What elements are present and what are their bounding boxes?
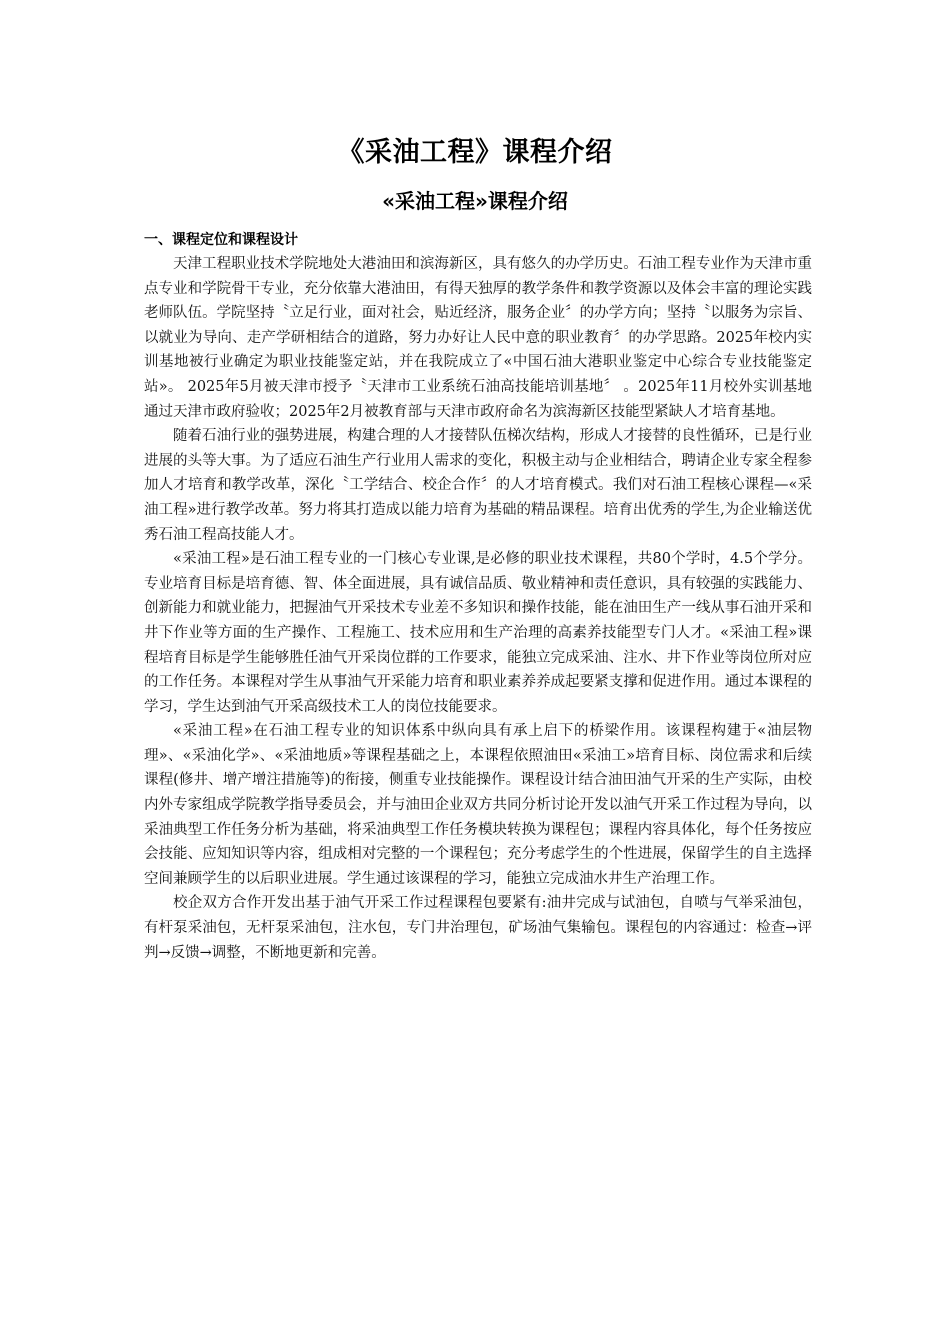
document-subtitle: «采油工程»课程介绍 <box>382 189 568 213</box>
paragraph-1: 天津工程职业技术学院地处大港油田和滨海新区，具有悠久的办学历史。石油工程专业作为天津市重点专业和学院骨干专业，充分依靠大港油田，有得天独厚的教学条件和教学资源以及体会丰富的理论实践老师队伍。学院坚持〝立足行业，面对社会，贴近经济，服务企业〞的办学方向；坚持〝以服务为宗旨、以就业为导向、走产学研相结合的道路，努力办好让人民中意的职业教育〞的办学思路。2025年校内实训基地被行业确定为职业技能鉴定站，并在我院成立了«中国石油大港职业鉴定中心综合专业技能鉴定站»。 2025年5月被天津市授予〝天津市工业系统石油高技能培训基地〞 。2025年11月校外实训基地通过天津市政府验收；2025年2月被教育部与天津市政府命名为滨海新区技能型紧缺人才培育基地。 <box>144 256 812 420</box>
section-heading: 一、课程定位和课程设计 <box>144 232 298 248</box>
paragraph-5: 校企双方合作开发出基于油气开采工作过程课程包要紧有:油井完成与试油包，自喷与气举采油包，有杆泵采油包，无杆泵采油包，注水包，专门井治理包，矿场油气集输包。课程包的内容通过：检查→评判→反馈→调整，不断地更新和完善。 <box>144 895 812 961</box>
document-title: 《采油工程》课程介绍 <box>337 137 613 168</box>
paragraph-3: «采油工程»是石油工程专业的一门核心专业课,是必修的职业技术课程，共80个学时，4.5个学分。专业培育目标是培育德、智、体全面进展，具有诚信品质、敬业精神和责任意识，具有较强的实践能力、创新能力和就业能力，把握油气开采技术专业差不多知识和操作技能，能在油田生产一线从事石油开采和井下作业等方面的生产操作、工程施工、技术应用和生产治理的高素养技能型专门人才。«采油工程»课程培育目标是学生能够胜任油气开采岗位群的工作要求，能独立完成采油、注水、井下作业等岗位所对应的工作任务。本课程对学生从事油气开采能力培育和职业素养养成起要紧支撑和促进作用。通过本课程的学习，学生达到油气开采高级技术工人的岗位技能要求。 <box>144 551 812 715</box>
paragraph-2: 随着石油行业的强势进展，构建合理的人才接替队伍梯次结构，形成人才接替的良性循环，已是行业进展的头等大事。为了适应石油生产行业用人需求的变化，积极主动与企业相结合，聘请企业专家全程参加人才培育和教学改革，深化〝工学结合、校企合作〞的人才培育模式。我们对石油工程核心课程—«采油工程»进行教学改革。努力将其打造成以能力培育为基础的精品课程。培育出优秀的学生,为企业输送优秀石油工程高技能人才。 <box>144 428 812 543</box>
paragraph-4: «采油工程»在石油工程专业的知识体系中纵向具有承上启下的桥梁作用。该课程构建于«油层物理»、«采油化学»、«采油地质»等课程基础之上，本课程依照油田«采油工»培育目标、岗位需求和后续课程(修井、增产增注措施等)的衔接，侧重专业技能操作。课程设计结合油田油气开采的生产实际，由校内外专家组成学院教学指导委员会，并与油田企业双方共同分析讨论开发以油气开采工作过程为导向，以采油典型工作任务分析为基础，将采油典型工作任务模块转换为课程包；课程内容具体化，每个任务按应会技能、应知知识等内容，组成相对完整的一个课程包；充分考虑学生的个性进展，保留学生的自主选择空间兼顾学生的以后职业进展。学生通过该课程的学习，能独立完成油水井生产治理工作。 <box>144 723 812 887</box>
document-body <box>144 228 812 965</box>
